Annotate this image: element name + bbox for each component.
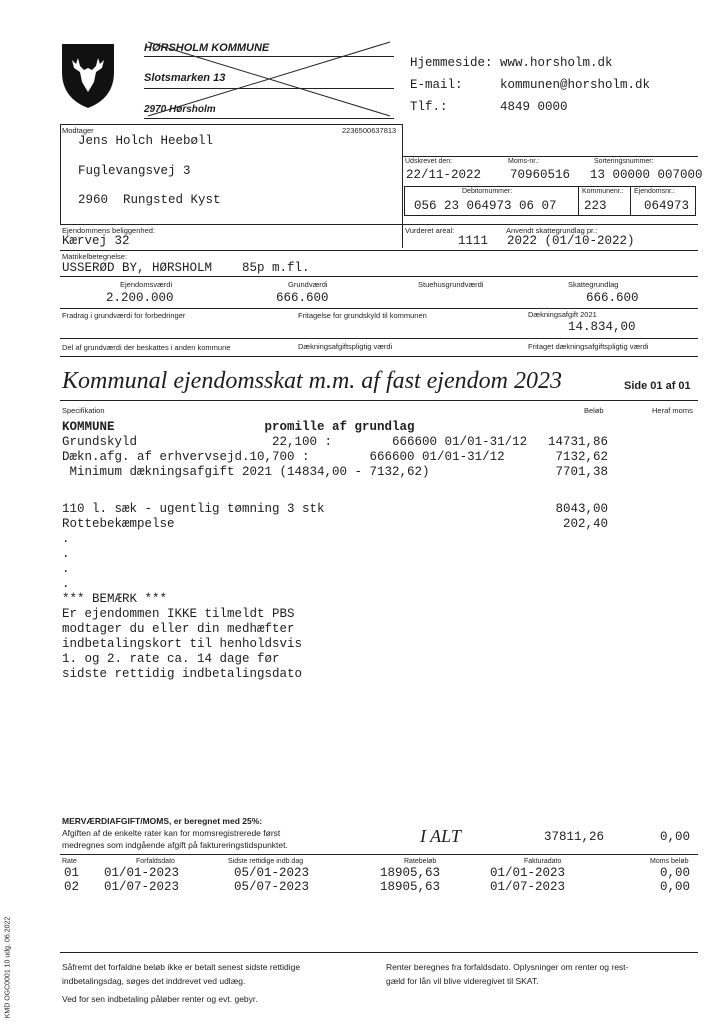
- rule: [60, 224, 698, 225]
- table-row: [62, 880, 698, 895]
- sender-street: Slotsmarken 13: [144, 72, 226, 84]
- website-label: Hjemmeside:: [410, 56, 493, 70]
- coverage-fee: 14.834,00: [568, 320, 636, 334]
- spec-line: 110 l. sæk - ugentlig tømning 3 stk: [62, 502, 325, 516]
- cross-out-mark: [144, 38, 394, 120]
- spec-line: Rottebekæmpelse: [62, 517, 175, 531]
- spec-amount: 202,40: [562, 517, 608, 531]
- footer-left-line: indbetalingsdag, søges det inddrevet ved udlæg.: [62, 976, 246, 986]
- issued-label: Udskrevet den:: [405, 158, 453, 165]
- footer-left-line: Såfremt det forfaldne beløb ikke er betalt senest sidste rettidige: [62, 962, 301, 972]
- spec-line: Dækn.afg. af erhvervsejd.10,700 : 666600 01/01-31/12: [62, 450, 505, 464]
- spec-line: .: [62, 547, 70, 561]
- rule: [60, 124, 402, 125]
- due-date: 01/07-2023: [104, 880, 180, 894]
- location-label: Ejendommens beliggenhed:: [62, 226, 155, 235]
- issued-date: 22/11-2022: [406, 168, 482, 182]
- sender-name: HØRSHOLM KOMMUNE: [144, 42, 270, 54]
- ground-floor-label: Stuehusgrundværdi: [418, 280, 484, 289]
- spec-line: *** BEMÆRK ***: [62, 592, 168, 606]
- coverage-fee-label: Dækningsafgift 2021: [528, 310, 597, 319]
- last-payment-header: Sidste rettidige indb.dag: [228, 858, 304, 865]
- footer-right-line: gæld for lån vil blive videregivet til SKAT.: [386, 976, 539, 986]
- spec-amount: [520, 480, 608, 502]
- footer-right-line: Renter beregnes fra forfaldsdato. Oplysninger om renter og rest-: [386, 962, 629, 972]
- recipient-label: Modtager: [62, 126, 94, 135]
- cadastral-label: Matrikelbetegnelse:: [62, 252, 128, 261]
- page-title: Kommunal ejendomsskat m.m. af fast ejendom 2023: [62, 368, 562, 394]
- municipality-label: Kommunenr.:: [582, 188, 624, 195]
- rule: [60, 400, 698, 401]
- spec-line: .: [62, 577, 70, 591]
- property-number-label: Ejendomsnr.:: [634, 188, 675, 195]
- page-indicator: Side 01 af 01: [624, 380, 691, 392]
- area-label: Vurderet areal:: [405, 226, 455, 235]
- phone-label: Tlf.:: [410, 100, 448, 114]
- rule: [60, 338, 698, 339]
- rule: [402, 124, 403, 224]
- tax-basis-label: Skattegrundlag: [568, 280, 619, 289]
- vat-header: Heraf moms: [652, 406, 693, 415]
- sort-number: 13 00000 007000: [590, 168, 703, 182]
- rate-header: Rate: [62, 858, 77, 865]
- recipient-street: Fuglevangsvej 3: [78, 164, 191, 178]
- rule: [630, 186, 631, 216]
- sort-number-label: Sorteringsnummer:: [594, 158, 654, 165]
- spec-amount: [520, 420, 608, 435]
- email-label: E-mail:: [410, 78, 463, 92]
- coverage-liable-label: Dækningsafgiftspligtig værdi: [298, 342, 393, 351]
- total-vat: 0,00: [660, 830, 691, 844]
- spec-amounts: [520, 420, 608, 532]
- vat-note-line: Afgiften af de enkelte rater kan for momsregistrerede først: [62, 828, 281, 838]
- rule: [60, 124, 61, 224]
- municipality-number: 223: [584, 199, 607, 213]
- spec-line: modtager du eller din medhæfter: [62, 622, 295, 636]
- spec-line: [62, 480, 422, 502]
- property-number: 064973: [644, 199, 690, 213]
- vat-amount-header: Moms beløb: [650, 858, 689, 865]
- recipient-name: Jens Holch Heebøll: [78, 134, 214, 148]
- vat-number: 70960516: [510, 168, 571, 182]
- rule: [60, 250, 698, 251]
- vat-note-line: medregnes som indgående afgift på faktureringstidspunktet.: [62, 840, 288, 850]
- last-payment-date: 05/01-2023: [234, 866, 310, 880]
- spec-line: Er ejendommen IKKE tilmeldt PBS: [62, 607, 295, 621]
- spec-header: Specifikation: [62, 406, 105, 415]
- phone: 4849 0000: [500, 100, 568, 114]
- spec-amount: 7701,38: [555, 465, 608, 479]
- vat-heading: MERVÆRDIAFGIFT/MOMS, er beregnet med 25%:: [62, 816, 263, 826]
- website[interactable]: www.horsholm.dk: [500, 56, 613, 70]
- vat-number-label: Moms-nr.:: [508, 158, 540, 165]
- rate-amount-header: Ratebeløb: [404, 858, 437, 865]
- spec-line: indbetalingskort til henholdsvis: [62, 637, 303, 651]
- property-location: Kærvej 32: [62, 234, 130, 248]
- spec-line: KOMMUNE promille af grundlag: [62, 420, 415, 434]
- rate-number: 01: [64, 866, 80, 880]
- spec-amount: 14731,86: [547, 435, 608, 449]
- rule: [60, 308, 698, 309]
- rule: [60, 276, 698, 277]
- invoice-date: 01/07-2023: [490, 880, 566, 894]
- due-date-header: Forfaldsdato: [136, 858, 175, 865]
- table-row: [62, 866, 698, 881]
- tax-basis-year: 2022 (01/10-2022): [507, 234, 635, 248]
- debtor-label: Debitornummer:: [462, 188, 513, 195]
- spec-line: 1. og 2. rate ca. 14 dage før: [62, 652, 280, 666]
- due-date: 01/01-2023: [104, 866, 180, 880]
- assessed-area: 1111: [458, 234, 489, 248]
- rate-amount: 18905,63: [380, 866, 441, 880]
- last-payment-date: 05/07-2023: [234, 880, 310, 894]
- sender-city: 2970 Hørsholm: [144, 104, 216, 115]
- form-code: KMD OGC0001 10 udg. 06.2022: [4, 916, 12, 1019]
- property-value-label: Ejendomsværdi: [120, 280, 173, 289]
- recipient-city: 2960 Rungsted Kyst: [78, 193, 221, 207]
- spec-line: sidste rettidig indbetalingsdato: [62, 667, 303, 681]
- municipal-crest-icon: [60, 42, 116, 110]
- property-value: 2.200.000: [106, 291, 174, 305]
- land-value-label: Grundværdi: [288, 280, 328, 289]
- spec-line: Minimum dækningsafgift 2021 (14834,00 - 7132,62): [62, 465, 430, 479]
- tax-basis-year-label: Anvendt skattegrundlag pr.:: [506, 226, 598, 235]
- rate-amount: 18905,63: [380, 880, 441, 894]
- spec-amount: 8043,00: [555, 502, 608, 516]
- rule: [402, 156, 698, 157]
- vat-amount: 0,00: [660, 880, 691, 894]
- rule: [60, 356, 698, 357]
- total-amount: 37811,26: [544, 830, 605, 844]
- cadastral: USSERØD BY, HØRSHOLM 85p m.fl.: [62, 261, 310, 275]
- deduction-label: Fradrag i grundværdi for forbedringer: [62, 311, 186, 320]
- invoice-date: 01/01-2023: [490, 866, 566, 880]
- spec-amount: 7132,62: [555, 450, 608, 464]
- total-label: I ALT: [420, 826, 461, 846]
- land-value: 666.600: [276, 291, 329, 305]
- rule: [60, 854, 698, 855]
- other-municipality-label: Del af grundværdi der beskattes i anden kommune: [62, 343, 231, 352]
- amount-header: Beløb: [584, 406, 604, 415]
- letterhead: [60, 38, 395, 120]
- spec-line: .: [62, 562, 70, 576]
- exemption-label: Fritagelse for grundskyld til kommunen: [298, 311, 427, 320]
- spec-line: Grundskyld 22,100 : 666600 01/01-31/12: [62, 435, 528, 449]
- recipient-code: 2236500637813: [342, 126, 397, 135]
- spec-list: [62, 420, 528, 682]
- coverage-exempt-label: Fritaget dækningsafgiftspligtig værdi: [528, 342, 649, 351]
- rate-number: 02: [64, 880, 80, 894]
- rule: [402, 224, 403, 248]
- rule: [578, 186, 579, 216]
- footer-left-line: Ved for sen indbetaling påløber renter og evt. gebyr.: [62, 994, 258, 1004]
- rule: [60, 952, 698, 953]
- tax-basis: 666.600: [586, 291, 639, 305]
- debtor-number: 056 23 064973 06 07: [414, 199, 557, 213]
- invoice-date-header: Fakturadato: [524, 858, 562, 865]
- spec-line: .: [62, 532, 70, 546]
- vat-amount: 0,00: [660, 866, 691, 880]
- email[interactable]: kommunen@horsholm.dk: [500, 78, 651, 92]
